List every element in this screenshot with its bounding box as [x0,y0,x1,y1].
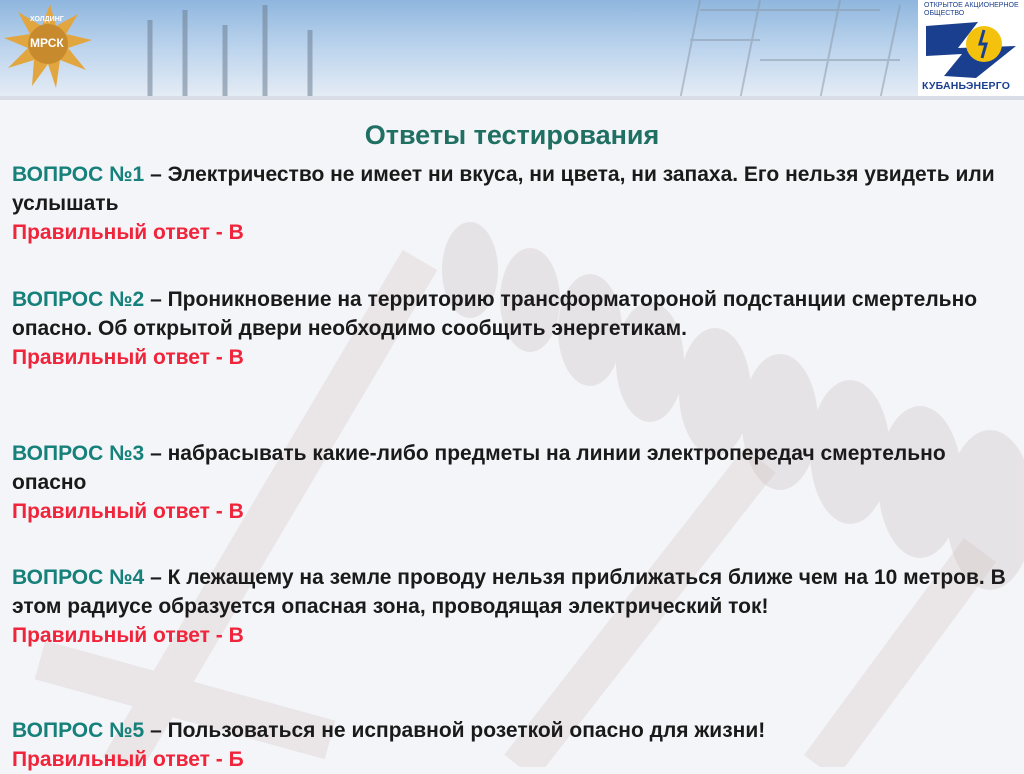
question-label: ВОПРОС №1 [12,163,145,186]
logo-brand-text: КУБАНЬЭНЕРГО [922,80,1011,92]
answer-text: Правильный ответ - Б [12,748,244,771]
question-3 [12,439,1012,526]
logo-holding-text: ХОЛДИНГ [30,16,64,23]
logo-caption-2: ОБЩЕСТВО [924,10,965,17]
question-4 [12,563,1012,650]
question-label: ВОПРОС №4 [12,566,145,589]
question-text: – набрасывать какие-либо предметы на линии электропередач смертельно опасно [12,442,946,494]
question-text: – Пользоваться не исправной розеткой опасно для жизни! [144,719,766,742]
answer-text: Правильный ответ - В [12,221,244,244]
answer-text: Правильный ответ - В [12,500,244,523]
question-5 [12,716,1012,774]
logo-caption-1: ОТКРЫТОЕ АКЦИОНЕРНОЕ [924,2,1019,9]
question-2 [12,285,1012,372]
question-label: ВОПРОС №5 [12,719,145,742]
logo-mrsk-text: МРСК [30,36,64,50]
question-text: – Проникновение на территорию трансформатороной подстанции смертельно опасно. Об открытой двери необходимо сообщить энергетикам. [12,288,978,340]
question-label: ВОПРОС №3 [12,442,145,465]
page-title: Ответы тестирования [364,120,660,150]
question-label: ВОПРОС №2 [12,288,145,311]
answer-text: Правильный ответ - В [12,624,244,647]
question-text: – К лежащему на земле проводу нельзя приближаться ближе чем на 10 метров. В этом радиусе образуется опасная зона, проводящая электрический ток! [12,566,1006,618]
answer-text: Правильный ответ - В [12,346,244,369]
question-text: – Электричество не имеет ни вкуса, ни цвета, ни запаха. Его нельзя увидеть или услышать [12,163,995,215]
question-1 [12,160,1012,247]
